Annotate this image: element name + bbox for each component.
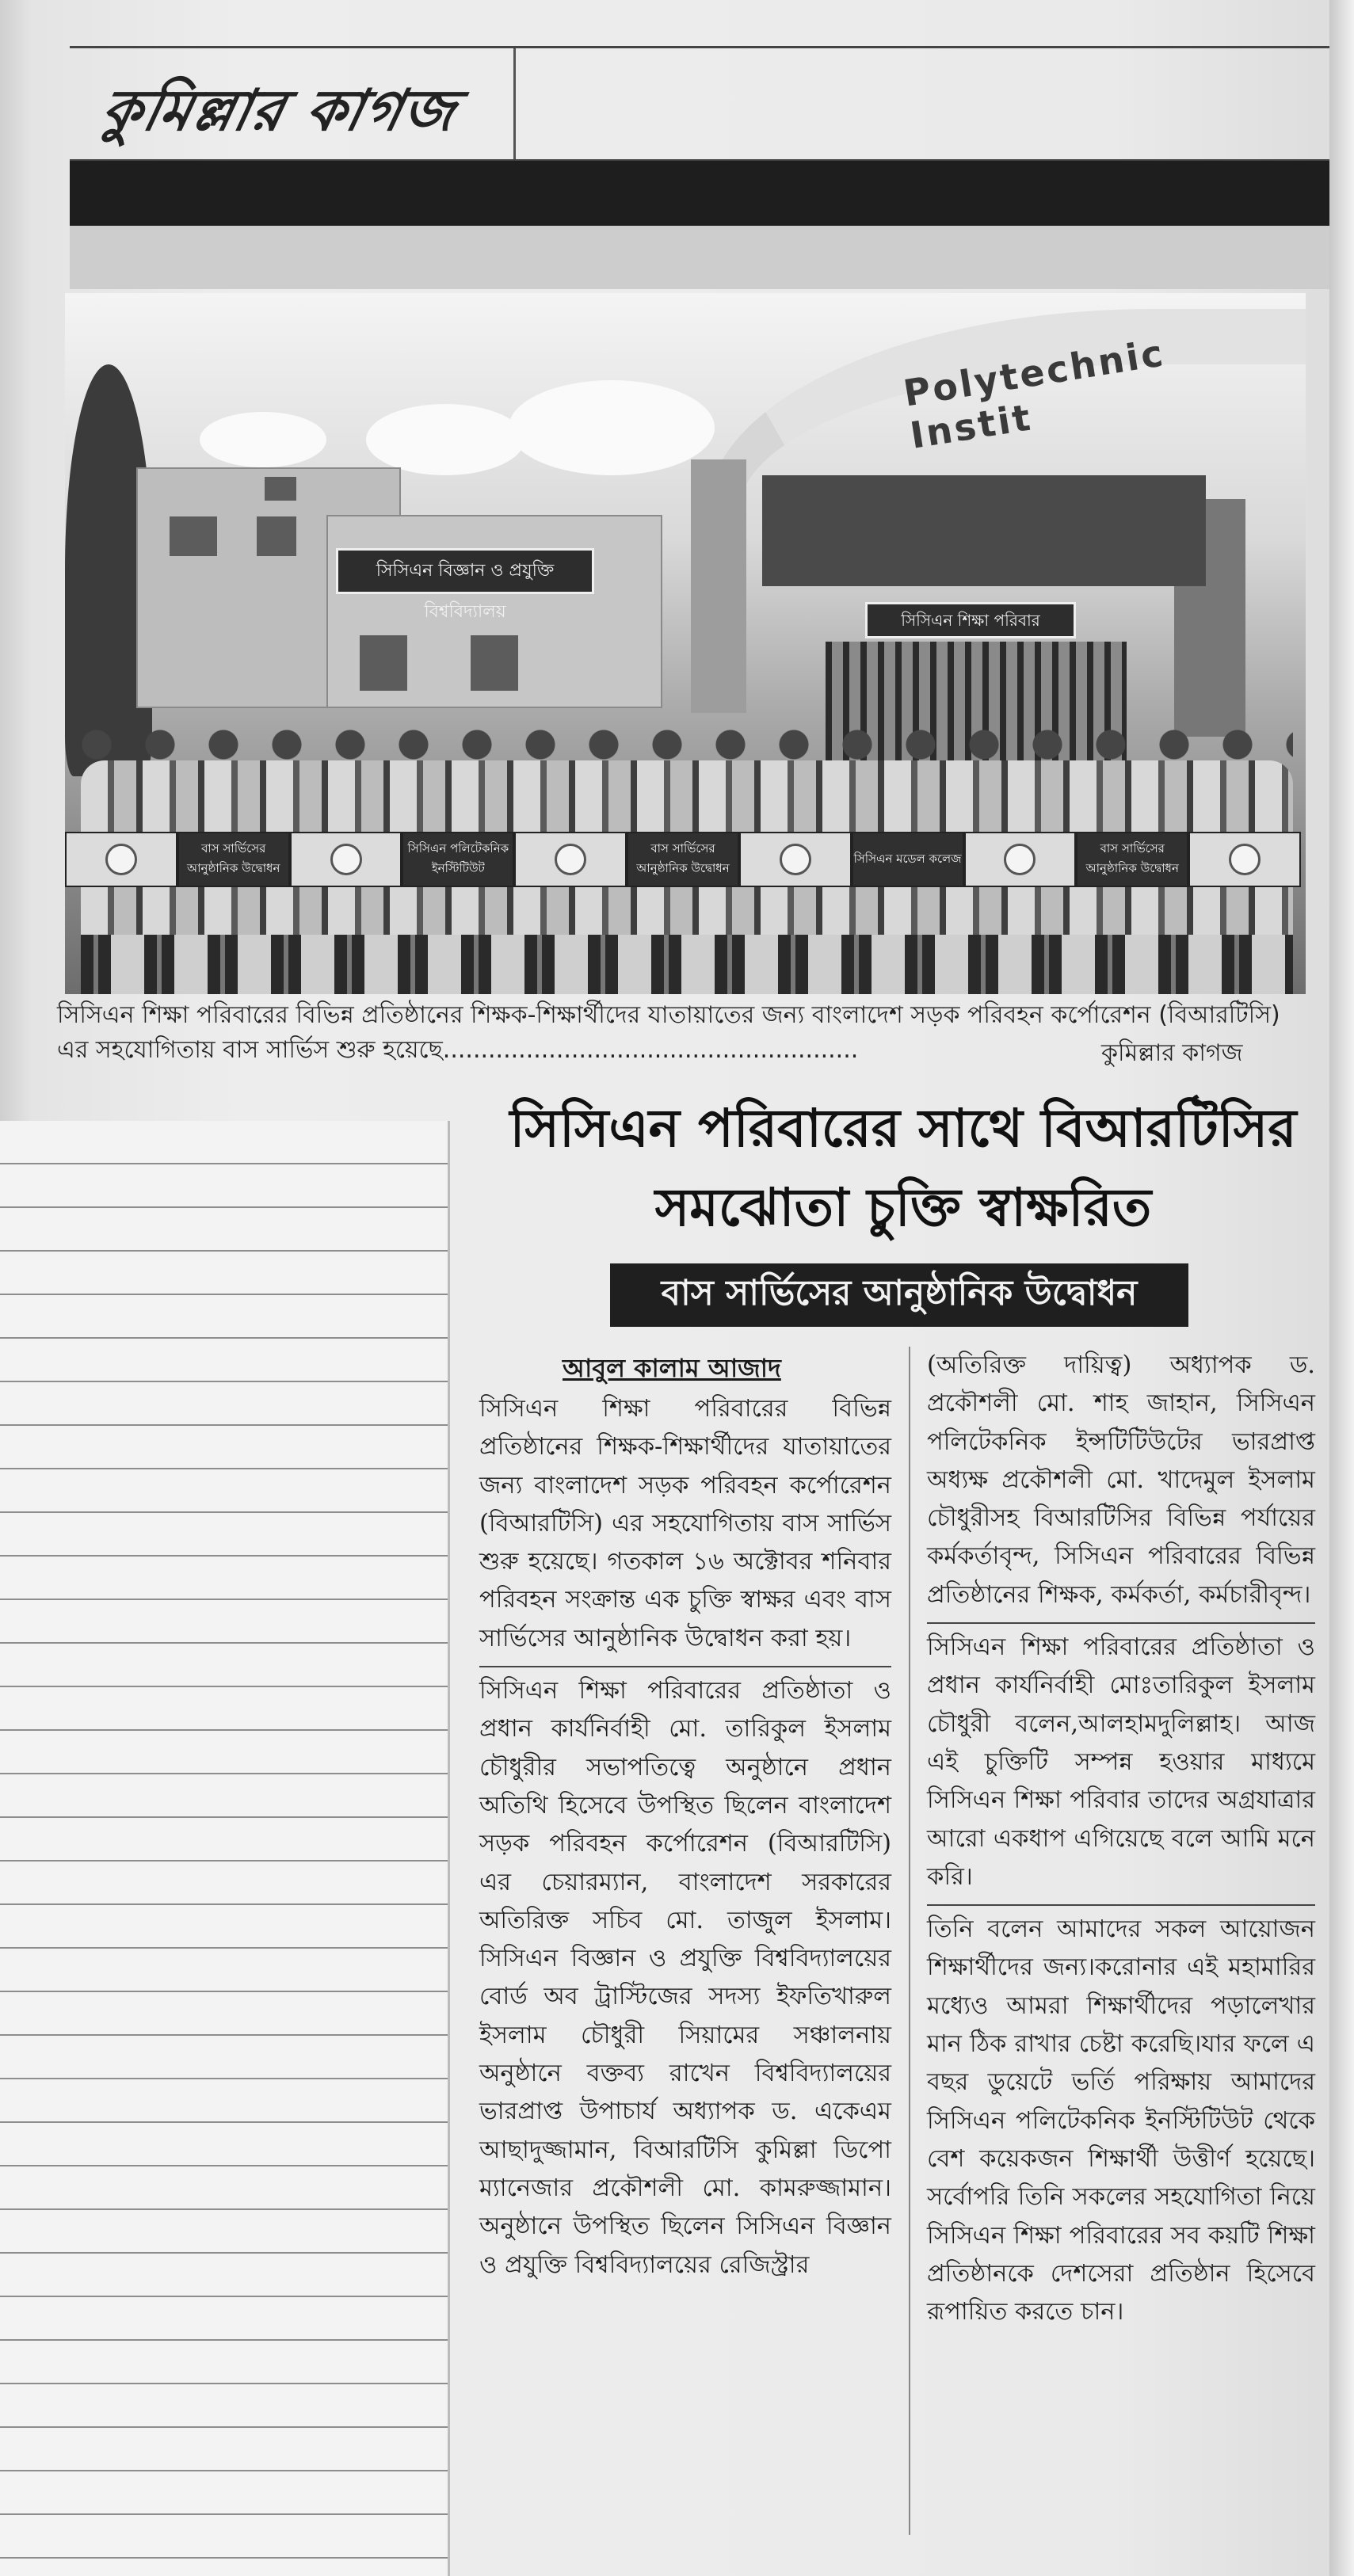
- paragraph: তিনি বলেন আমাদের সকল আয়োজন শিক্ষার্থীদের জন্য।করোনার এই মহামারির মধ্যেও আমরা শিক্ষার্থীদের পড়ালেখার মান ঠিক রাখার চেষ্টা করেছি।যার ফলে এ বছর ডুয়েটে ভর্তি পরিক্ষায় আমাদের সিসিএন পলিটেকনিক ইনস্টিটিউট থেকে বেশ কয়েকজন শিক্ষার্থী উত্তীর্ণ হয়েছে। সর্বোপরি তিনি সকলের সহযোগিতা নিয়ে সিসিএন শিক্ষা পরিবারের সব কয়টি শিক্ষা প্রতিষ্ঠানকে দেশসেরা প্রতিষ্ঠান হিসেবে রূপায়িত করতে চান।: [927, 1904, 1315, 2331]
- photo-credit: কুমিল্লার কাগজ: [1101, 1039, 1243, 1067]
- ccn-seal-icon: [105, 844, 137, 875]
- window: [257, 516, 296, 556]
- ccn-seal-icon: [1004, 844, 1036, 875]
- window: [265, 477, 296, 501]
- ccn-seal-icon: [330, 844, 362, 875]
- cloud: [366, 404, 524, 475]
- arch-text: Polytechnic Instit: [900, 331, 1169, 457]
- people-group: [65, 665, 1306, 994]
- newspaper-logo: কুমিল্লার কাগজ: [95, 76, 463, 143]
- ccn-seal-icon: [1229, 844, 1261, 875]
- opening-banner: [65, 832, 1301, 887]
- masthead: [70, 46, 1329, 162]
- paragraph: সিসিএন শিক্ষা পরিবারের প্রতিষ্ঠাতা ও প্রধান কার্যনির্বাহী মো. তারিকুল ইসলাম চৌধুরীর সভাপতিত্বে অনুষ্ঠানে প্রধান অতিথি হিসেবে উপস্থিত ছিলেন বাংলাদেশ সড়ক পরিবহন কর্পোরেশন (বিআরটিসি) এর চেয়ারম্যান, বাংলাদেশ সরকারের অতিরিক্ত সচিব মো. তাজুল ইসলাম। সিসিএন বিজ্ঞান ও প্রযুক্তি বিশ্ববিদ্যালয়ের বোর্ড অব ট্রাস্টিজের সদস্য ইফতিখারুল ইসলাম চৌধুরী সিয়ামের সঞ্চালনায় অনুষ্ঠানে বক্তব্য রাখেন বিশ্ববিদ্যালয়ের ভারপ্রাপ্ত উপাচার্য অধ্যাপক ড. একেএম আছাদুজ্জামান, বিআরটিসি কুমিল্লা ডিপো ম্যানেজার প্রকৌশলী মো. কামরুজ্জামান। অনুষ্ঠানে উপস্থিত ছিলেন সিসিএন বিজ্ঞান ও প্রযুক্তি বিশ্ববিদ্যালয়ের রেজিস্ট্রার: [479, 1666, 891, 2284]
- people-heads: [81, 721, 1293, 768]
- article-headline: [475, 1089, 1331, 1248]
- subheadline: বাস সার্ভিসের আনুষ্ঠানিক উদ্বোধন: [661, 1272, 1138, 1313]
- banner-seal: [514, 832, 627, 887]
- article-column-right: [927, 1347, 1315, 2339]
- banner-text: বাস সার্ভিসের আনুষ্ঠানিক উদ্বোধন: [177, 832, 290, 887]
- paragraph: সিসিএন শিক্ষা পরিবারের বিভিন্ন প্রতিষ্ঠানের শিক্ষক-শিক্ষার্থীদের যাতায়াতের জন্য বাংলাদেশ সড়ক পরিবহন কর্পোরেশন (বিআরটিসি) এর সহযোগিতায় বাস সার্ভিস শুরু হয়েছে। গতকাল ১৬ অক্টোবর শনিবার পরিবহন সংক্রান্ত এক চুক্তি স্বাক্ষর এবং বাস সার্ভিসের আনুষ্ঠানিক উদ্বোধন করা হয়।: [479, 1395, 891, 1652]
- column-divider: [909, 1347, 910, 2535]
- ccn-seal-icon: [780, 844, 811, 875]
- banner-text: সিসিএন পলিটেকনিক ইনস্টিটিউট: [402, 832, 514, 887]
- banner-seal: [65, 832, 177, 887]
- article-column-left: [479, 1390, 891, 2292]
- photo-caption: সিসিএন শিক্ষা পরিবারের বিভিন্ন প্রতিষ্ঠানের শিক্ষক-শিক্ষার্থীদের যাতায়াতের জন্য বাংলাদেশ সড়ক পরিবহন কর্পোরেশন (বিআরটিসি) এর সহযোগিতায় বাস সার্ভিস শুরু হয়েছে.......................................................: [57, 1001, 1280, 1064]
- university-sign: সিসিএন বিজ্ঞান ও প্রযুক্তি বিশ্ববিদ্যালয়: [336, 548, 594, 594]
- masthead-grey-bar: [70, 226, 1329, 289]
- banner-seal: [964, 832, 1077, 887]
- banner-text: বাস সার্ভিসের আনুষ্ঠানিক উদ্বোধন: [627, 832, 739, 887]
- cloud: [509, 380, 715, 475]
- ccn-seal-icon: [555, 844, 586, 875]
- paragraph: (অতিরিক্ত দায়িত্ব) অধ্যাপক ড. প্রকৌশলী মো. শাহ জাহান, সিসিএন পলিটেকনিক ইন্সটিটিউটের ভারপ্রাপ্ত অধ্যক্ষ প্রকৌশলী মো. খাদেমুল ইসলাম চৌধুরীসহ বিআরটিসির বিভিন্ন পর্যায়ের কর্মকর্তাবৃন্দ, সিসিএন পরিবারের বিভিন্ন প্রতিষ্ঠানের শিক্ষক, কর্মকর্তা, কর্মচারীবৃন্দ।: [927, 1351, 1315, 1609]
- canopy-shadow: [762, 475, 1206, 586]
- news-photo: [65, 293, 1306, 994]
- subheadline-box: [610, 1263, 1188, 1327]
- page-edge-shadow: [1329, 0, 1354, 2576]
- ruled-notepad-area: [0, 1121, 450, 2576]
- banner-text: বাস সার্ভিসের আনুষ্ঠানিক উদ্বোধন: [1076, 832, 1188, 887]
- window: [170, 516, 217, 556]
- banner-seal: [1188, 832, 1301, 887]
- masthead-black-bar: [70, 161, 1329, 226]
- paragraph: সিসিএন শিক্ষা পরিবারের প্রতিষ্ঠাতা ও প্রধান কার্যনির্বাহী মোঃতারিকুল ইসলাম চৌধুরী বলেন,আলহামদুলিল্লাহ। আজ এই চুক্তিটি সম্পন্ন হওয়ার মাধ্যমে সিসিএন শিক্ষা পরিবার তাদের অগ্রযাত্রার আরো একধাপ এগিয়েছে বলে আমি মনে করি।: [927, 1622, 1315, 1896]
- headline-line-1: সিসিএন পরিবারের সাথে বিআরটিসির: [509, 1098, 1297, 1159]
- banner-text: সিসিএন মডেল কলেজ: [852, 832, 964, 887]
- cloud: [200, 412, 326, 467]
- banner-seal: [739, 832, 852, 887]
- headline-line-2: সমঝোতা চুক্তি স্বাক্ষরিত: [654, 1177, 1152, 1238]
- banner-seal: [290, 832, 402, 887]
- people-legs: [81, 935, 1293, 994]
- byline: আবুল কালাম আজাদ: [563, 1353, 781, 1383]
- gate-sign: সিসিএন শিক্ষা পরিবার: [865, 602, 1076, 638]
- masthead-divider: [513, 48, 516, 159]
